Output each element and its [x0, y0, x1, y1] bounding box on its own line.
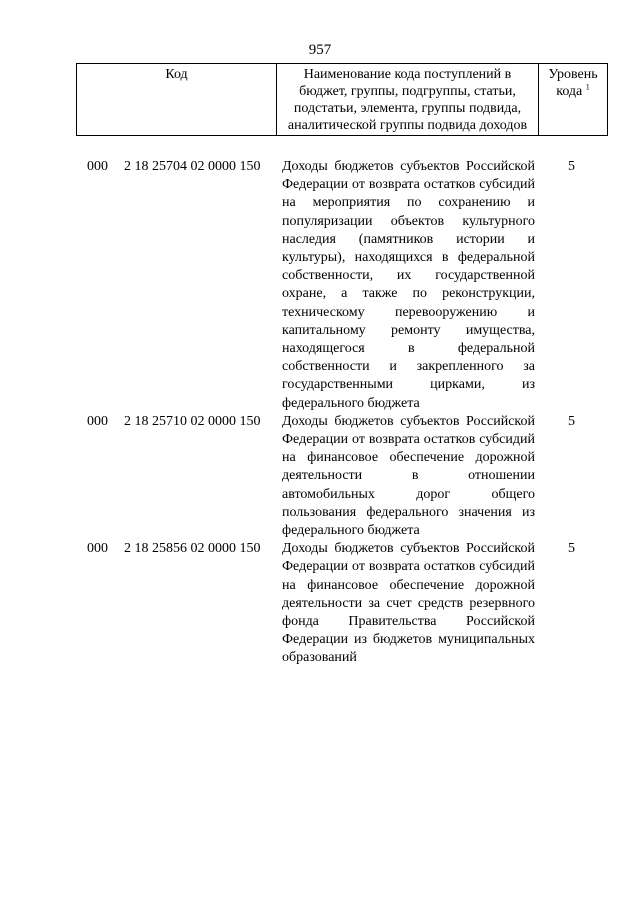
- header-row: [77, 64, 608, 136]
- table-header: [76, 63, 608, 136]
- row-prefix: 000: [87, 541, 108, 557]
- row-code: 2 18 25710 02 0000 150: [124, 413, 261, 429]
- row-code: 2 18 25856 02 0000 150: [124, 541, 261, 557]
- row-name: Доходы бюджетов субъектов Российской Федерации от возврата остатков субсидий на финансовое обеспечение дорожной деятельности в отношении автомобильных дорог общего пользования федерального значения из федерального бюджета: [282, 413, 535, 539]
- table-row: [0, 413, 640, 540]
- table-row: [0, 158, 640, 413]
- row-level: 5: [568, 159, 575, 174]
- row-prefix: 000: [87, 413, 108, 429]
- footnote-mark: 1: [585, 82, 590, 92]
- row-prefix: 000: [87, 159, 108, 174]
- row-name: Доходы бюджетов субъектов Российской Федерации от возврата остатков субсидий на финансовое обеспечение дорожной деятельности за счет средств резервного фонда Правительства Российской Федерации из бюджетов муниципальных образований: [282, 541, 535, 666]
- row-level: 5: [568, 541, 575, 557]
- row-name: Доходы бюджетов субъектов Российской Федерации от возврата остатков субсидий на мероприятия по сохранению и популяризации объектов культурного наследия (памятников истории и культуры), находящихся в федеральной собственности, их государственной охране, а также по реконструкции, техническому перевооружению и капитальному ремонту имущества, находящегося в федеральной собственности и закрепленного за государственными цирками, из федерального бюджета: [282, 159, 535, 411]
- header-code-cell: [77, 64, 277, 136]
- page-number: 957: [308, 42, 332, 58]
- header-code-label: Код: [165, 67, 188, 82]
- header-name-label: Наименование кода поступлений в бюджет, группы, подгруппы, статьи, подстатьи, элемента, группы подвида, аналитической группы подвида доходов: [287, 67, 528, 133]
- header-level-label: Уровень кода: [548, 67, 598, 99]
- header-name-cell: [277, 64, 539, 136]
- header-level-cell: [539, 64, 608, 136]
- row-code: 2 18 25704 02 0000 150: [124, 159, 261, 174]
- table-body: [0, 158, 640, 668]
- table-row: [0, 540, 640, 667]
- row-level: 5: [568, 413, 575, 429]
